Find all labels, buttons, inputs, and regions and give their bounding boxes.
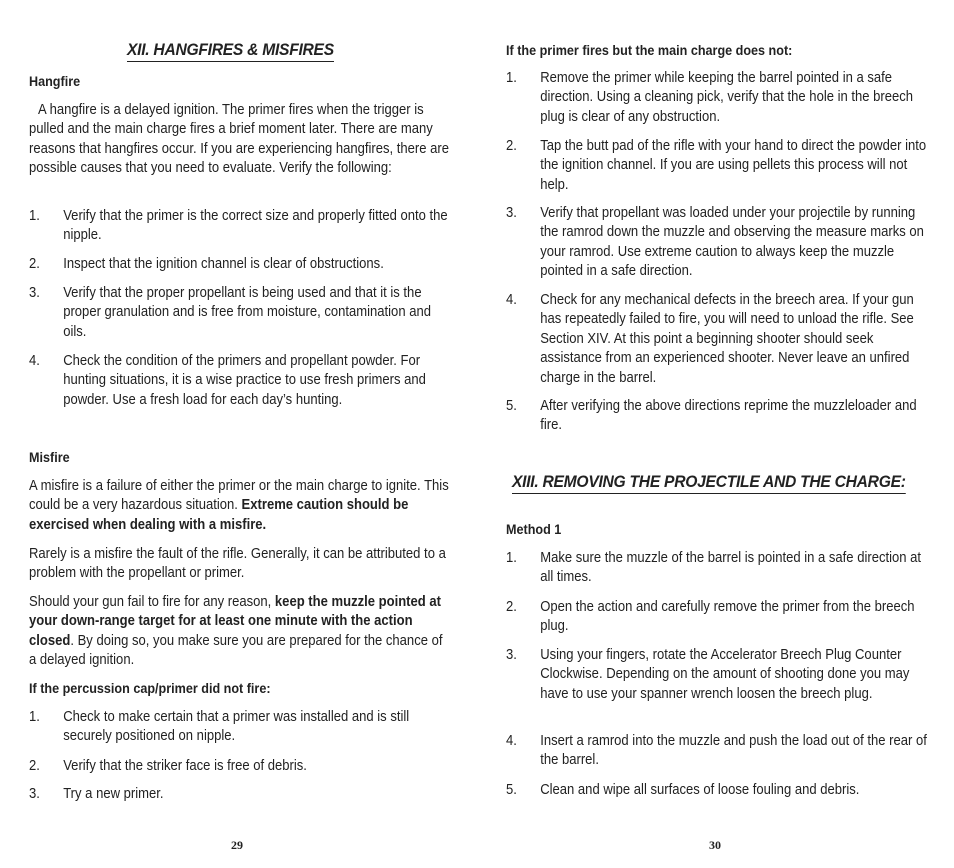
list-number: 1. xyxy=(506,550,517,566)
section-title: XII. HANGFIRES & MISFIRES xyxy=(127,40,334,62)
list-item xyxy=(506,598,929,637)
left-page xyxy=(29,0,454,868)
list-item xyxy=(506,781,929,800)
list-text: Try a new primer. xyxy=(63,786,164,802)
list-text: Verify that the striker face is free of debris. xyxy=(63,758,307,774)
list-number: 2. xyxy=(506,599,517,615)
list-item xyxy=(506,291,929,388)
misfire-paragraph-1 xyxy=(29,477,452,535)
misfire-text: A misfire is a failure of either the primer or the main charge to ignite. This could be a very hazardous situation. xyxy=(29,478,449,514)
misfire-warning: Extreme caution should be exercised when dealing with a misfire. xyxy=(29,497,409,533)
list-item xyxy=(29,255,452,274)
list-item xyxy=(29,352,452,410)
list-number: 3. xyxy=(506,205,517,221)
list-number: 5. xyxy=(506,398,517,414)
list-text: After verifying the above directions reprime the muzzleloader and fire. xyxy=(540,398,917,434)
list-number: 5. xyxy=(506,782,517,798)
list-item xyxy=(506,549,929,588)
list-text: Make sure the muzzle of the barrel is pointed in a safe direction at all times. xyxy=(540,550,922,586)
list-number: 3. xyxy=(29,285,40,301)
list-number: 3. xyxy=(29,786,40,802)
cap-heading: If the percussion cap/primer did not fire: xyxy=(29,680,271,696)
list-item xyxy=(506,397,929,436)
list-item xyxy=(506,137,929,195)
list-item xyxy=(29,708,452,747)
list-text: Check the condition of the primers and propellant powder. For hunting situations, it is a wise practice to use fresh primers and powder. Use a fresh load for each day’s hunting. xyxy=(63,353,426,408)
list-item xyxy=(506,204,929,282)
primer-heading: If the primer fires but the main charge does not: xyxy=(506,42,793,58)
page-number: 29 xyxy=(231,838,243,852)
list-item xyxy=(29,207,452,246)
list-number: 4. xyxy=(506,292,517,308)
list-text: Verify that propellant was loaded under your projectile by running the ramrod down the muzzle and observing the measure marks on your ramrod. Use extreme caution to always keep the muzzle pointed in a safe direction. xyxy=(540,205,924,280)
list-text: Clean and wipe all surfaces of loose fouling and debris. xyxy=(540,782,860,798)
hangfire-heading: Hangfire xyxy=(29,73,81,89)
list-number: 1. xyxy=(29,709,40,725)
list-number: 1. xyxy=(29,208,40,224)
list-number: 2. xyxy=(29,256,40,272)
list-number: 3. xyxy=(506,647,517,663)
list-text: Insert a ramrod into the muzzle and push the load out of the rear of the barrel. xyxy=(540,733,927,769)
page-number: 30 xyxy=(709,838,721,852)
misfire-instruction: keep the muzzle pointed at your down-range target for at least one minute with the action closed xyxy=(29,594,441,649)
list-item xyxy=(29,284,452,342)
list-item xyxy=(506,732,929,771)
list-text: Using your fingers, rotate the Accelerator Breech Plug Counter Clockwise. Depending on the amount of shooting done you may have to use your spanner wrench loosen the breech plug. xyxy=(540,647,910,702)
list-number: 4. xyxy=(506,733,517,749)
misfire-paragraph-3 xyxy=(29,593,452,671)
list-text: Verify that the primer is the correct size and properly fitted onto the nipple. xyxy=(63,208,448,244)
list-number: 1. xyxy=(506,70,517,86)
list-text: Check to make certain that a primer was installed and is still securely positioned on nipple. xyxy=(63,709,410,745)
list-number: 2. xyxy=(506,138,517,154)
misfire-paragraph-2: Rarely is a misfire the fault of the rifle. Generally, it can be attributed to a problem with the propellant or primer. xyxy=(29,546,446,582)
list-text: Verify that the proper propellant is being used and that it is the proper granulation and is free from moisture, contamination and oils. xyxy=(63,285,431,340)
section-title: XIII. REMOVING THE PROJECTILE AND THE CHARGE: xyxy=(512,472,906,494)
list-text: Open the action and carefully remove the primer from the breech plug. xyxy=(540,599,915,635)
hangfire-paragraph: A hangfire is a delayed ignition. The primer fires when the trigger is pulled and the main charge fires a brief moment later. There are many reasons that hangfires occur. If you are experiencing hangfires, there are possible causes that you need to evaluate. Verify the following: xyxy=(29,102,450,177)
list-item xyxy=(506,69,929,127)
list-text: Check for any mechanical defects in the breech area. If your gun has repeatedly failed to fire, you will need to unload the rifle. See Section XIV. At this point a beginning shooter should seek assistance from an experienced shooter. Never leave an unfired charge in the barrel. xyxy=(540,292,914,386)
list-number: 4. xyxy=(29,353,40,369)
list-item xyxy=(29,757,452,776)
list-text: Tap the butt pad of the rifle with your hand to direct the powder into the ignition channel. If you are using pellets this process will not help. xyxy=(540,138,927,193)
list-item xyxy=(506,646,929,704)
misfire-text: Should your gun fail to fire for any reason, xyxy=(29,594,275,610)
list-item xyxy=(29,785,452,804)
misfire-text: . By doing so, you make sure you are prepared for the chance of a delayed ignition. xyxy=(29,632,443,669)
method-heading: Method 1 xyxy=(506,521,562,537)
right-page xyxy=(506,0,931,868)
misfire-heading: Misfire xyxy=(29,449,70,465)
list-text: Inspect that the ignition channel is clear of obstructions. xyxy=(63,256,384,272)
list-text: Remove the primer while keeping the barrel pointed in a safe direction. Using a cleaning pick, verify that the hole in the breech plug is clear of any obstruction. xyxy=(540,70,914,125)
list-number: 2. xyxy=(29,758,40,774)
